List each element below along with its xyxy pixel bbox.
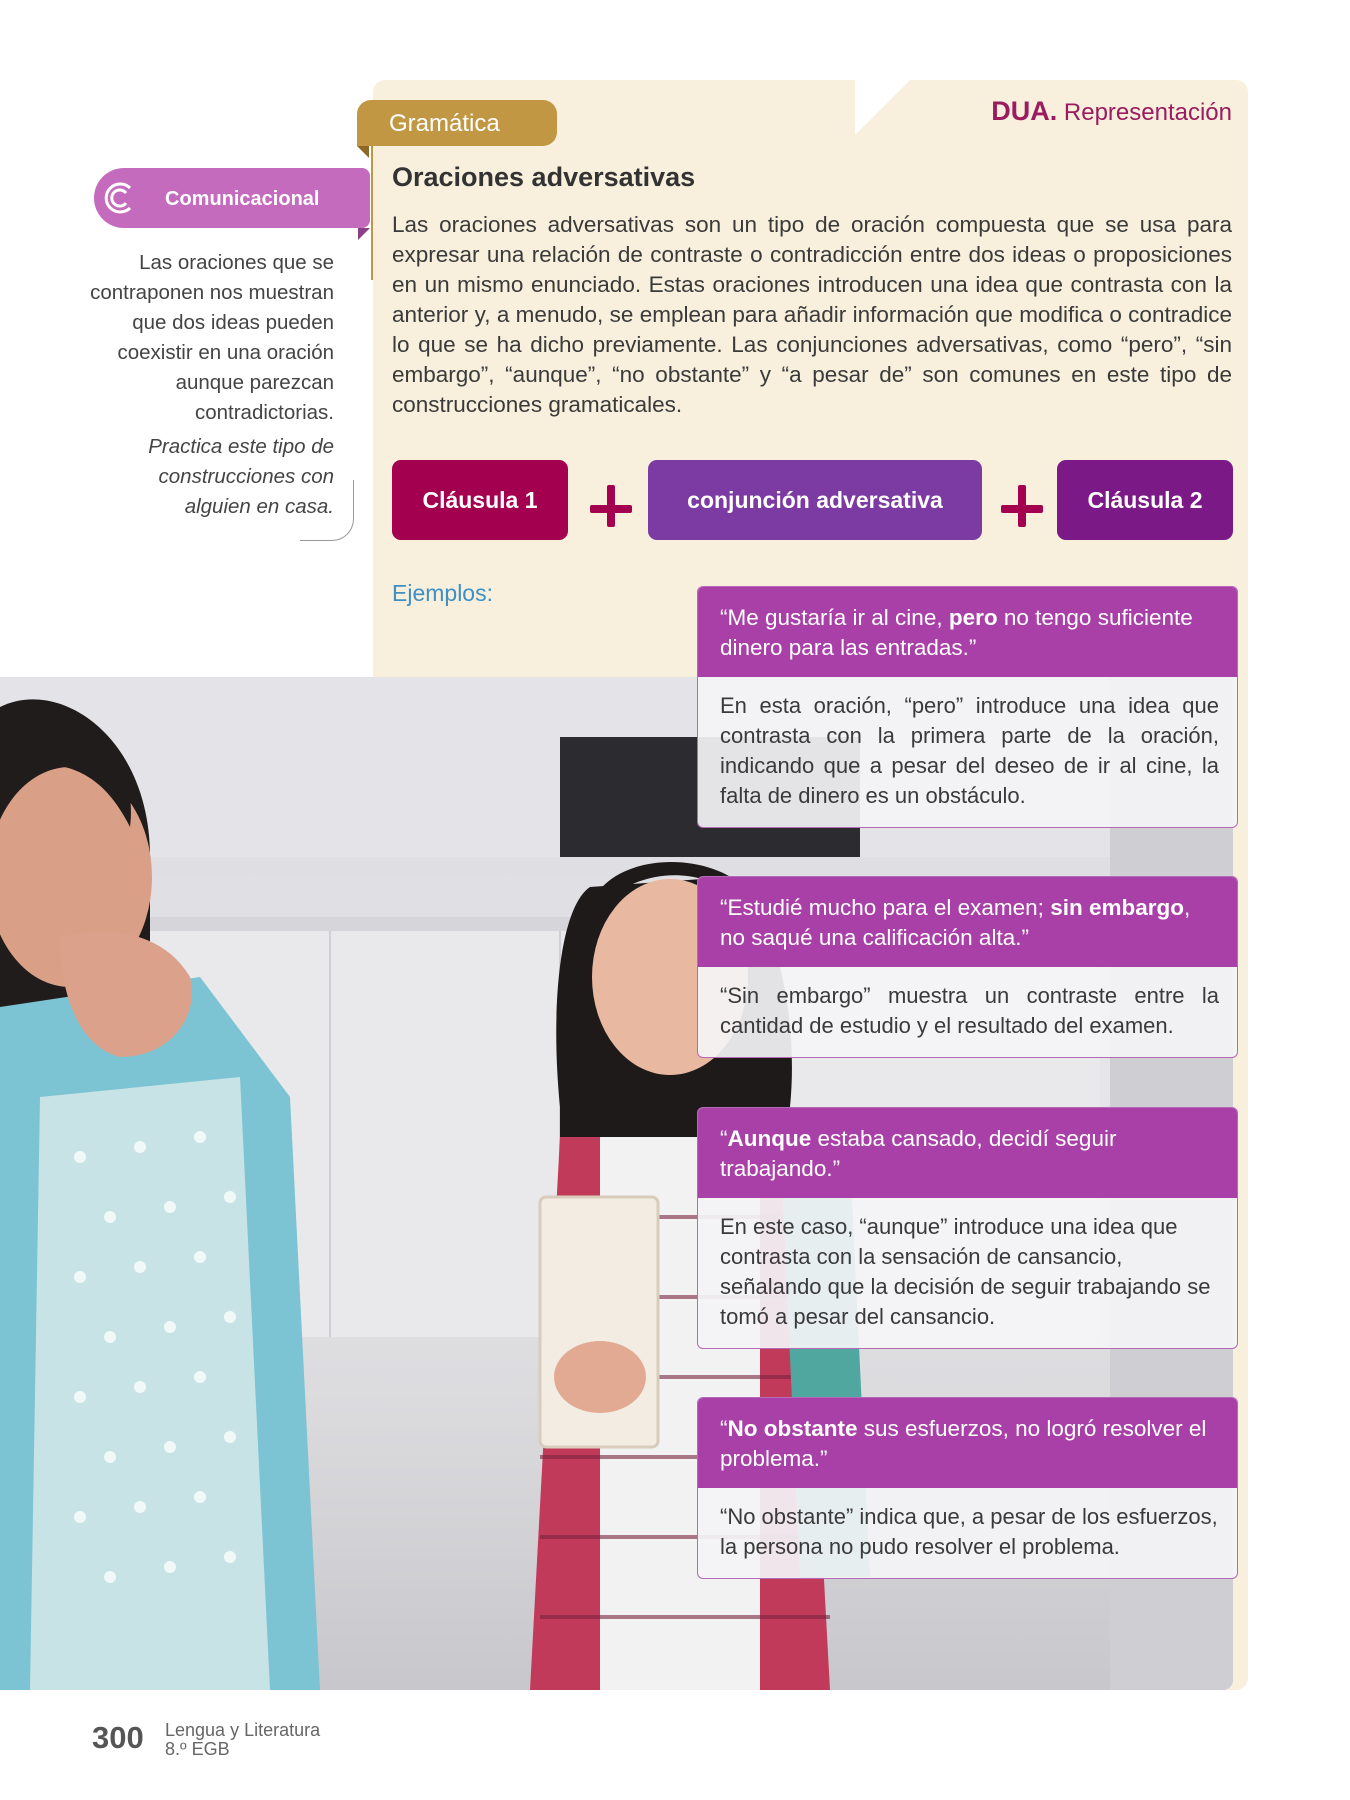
sidebar-text: Las oraciones que se contraponen nos muestran que dos ideas pueden coexistir en una oración aunque parezcan contradictorias.	[90, 251, 334, 424]
example-explanation: “Sin embargo” muestra un contraste entre la cantidad de estudio y el resultado del examen.	[720, 983, 1219, 1038]
page-number: 300	[92, 1720, 144, 1755]
dua-label	[991, 96, 1232, 127]
clause-2-box: Cláusula 2	[1057, 460, 1233, 540]
plus-icon	[590, 485, 638, 533]
sidebar-tab-label: Comunicacional	[165, 188, 320, 210]
example-quote	[698, 587, 1237, 677]
section-title: Oraciones adversativas	[392, 162, 696, 192]
intro-paragraph: Las oraciones adversativas son un tipo de oración compuesta que se usa para expresar una relación de contraste o contradicción entre dos ideas o proposiciones en un mismo enunciado. Estas oraciones introducen una idea que contrasta con la anterior y, a menudo, se emplean para añadir información que modifica o contradice lo que se ha dicho previamente. Las conjunciones adversativas, como “pero”, “sin embargo”, “aunque”, “no obstante” y “a pesar de” son comunes en este tipo de construcciones gramaticales.	[392, 212, 1232, 417]
subject-name: Lengua y Literatura	[165, 1720, 321, 1740]
section-tab-line	[371, 146, 373, 280]
dua-rest: Representación	[1063, 99, 1232, 126]
clause-1-box: Cláusula 1	[392, 460, 568, 540]
example-explanation: En este caso, “aunque” introduce una idea que contrasta con la sensación de cansancio, señalando que la decisión de seguir trabajando se tomó a pesar del cansancio.	[720, 1214, 1211, 1329]
quote-text: , no saqué una calificación alta.”	[720, 895, 1191, 950]
example-explanation: “No obstante” indica que, a pesar de los esfuerzos, la persona no pudo resolver el problema.	[720, 1504, 1218, 1559]
example-card	[697, 586, 1238, 828]
example-explanation: En esta oración, “pero” introduce una idea que contrasta con la primera parte de la oración, indicando que a pesar del deseo de ir al cine, la falta de dinero es un obstáculo.	[720, 693, 1219, 808]
example-card	[697, 1107, 1238, 1349]
quote-text: no tengo suficiente dinero para las entradas.”	[720, 605, 1193, 660]
quote-text: “Estudié mucho para el examen;	[720, 895, 1051, 920]
examples-label: Ejemplos:	[392, 580, 493, 606]
example-quote	[698, 1108, 1237, 1198]
quote-conjunction: sin embargo	[1050, 895, 1184, 920]
footer-subject	[165, 1721, 320, 1759]
quote-conjunction: No obstante	[727, 1416, 858, 1441]
quote-text: “Me gustaría ir al cine,	[720, 605, 949, 630]
grade-label: 8.º EGB	[165, 1739, 230, 1759]
quote-text: “	[720, 1416, 728, 1441]
example-quote	[698, 877, 1237, 967]
quote-conjunction: Aunque	[727, 1126, 812, 1151]
quote-conjunction: pero	[948, 605, 998, 630]
panel-notch	[855, 80, 910, 135]
section-tab-fold	[357, 146, 369, 158]
communication-icon	[100, 178, 140, 218]
quote-text: “	[720, 1126, 728, 1151]
quote-text: estaba cansado, decidí seguir trabajando.”	[720, 1126, 1117, 1181]
conjunction-box: conjunción adversativa	[648, 460, 982, 540]
sidebar-italic-note: Practica este tipo de construcciones con alguien en casa.	[148, 435, 334, 518]
example-card	[697, 876, 1238, 1058]
example-card	[697, 1397, 1238, 1579]
plus-icon	[1001, 485, 1049, 533]
example-quote	[698, 1398, 1237, 1488]
section-tab: Gramática	[357, 100, 557, 146]
quote-text: sus esfuerzos, no logró resolver el problema.”	[720, 1416, 1207, 1471]
sidebar-tab-fold	[358, 228, 370, 240]
dua-strong: DUA.	[991, 96, 1058, 126]
